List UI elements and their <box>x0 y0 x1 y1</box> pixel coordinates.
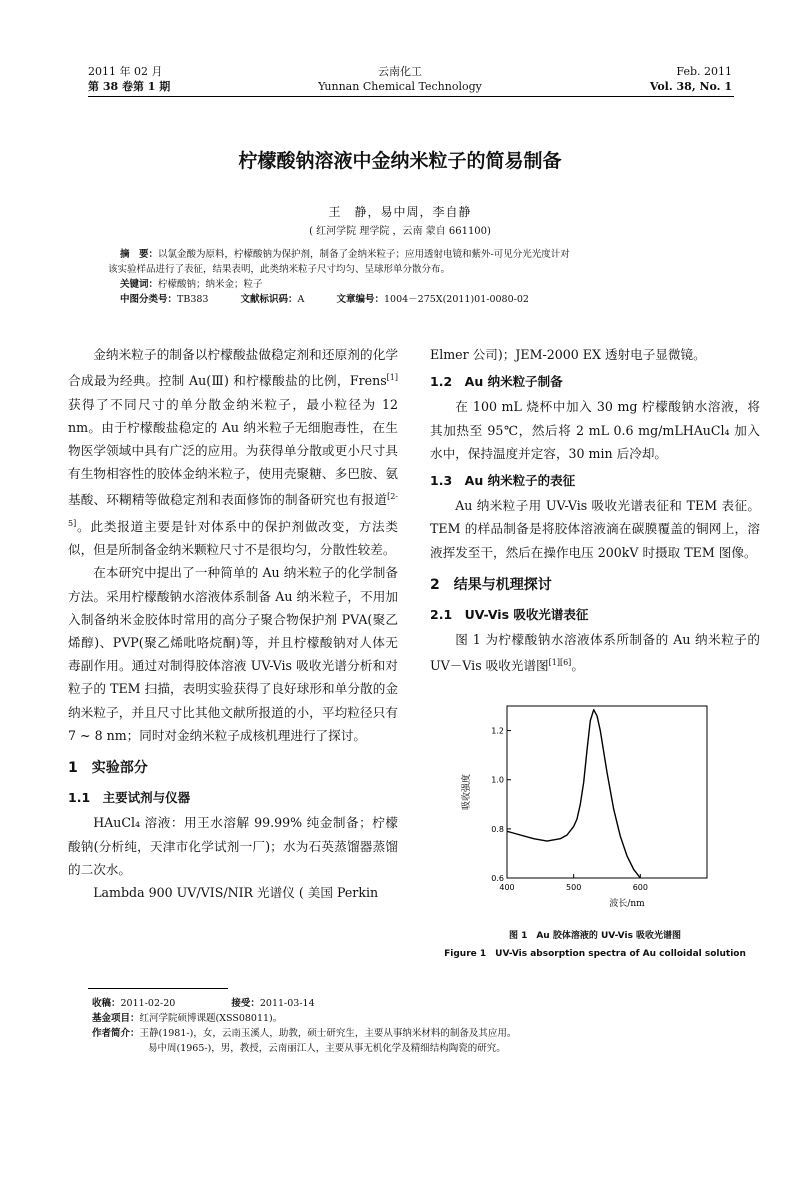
subsection-heading-1-1: 1.1 主要试剂与仪器 <box>68 790 191 806</box>
subsection-heading-1-3: 1.3 Au 纳米粒子的表征 <box>430 473 576 489</box>
article-number-label: 文章编号： <box>336 294 384 305</box>
abstract <box>108 247 710 307</box>
clc-number: TB383 <box>177 294 209 305</box>
spectrum-line <box>507 710 640 878</box>
uvvis-spectrum-svg <box>455 700 745 920</box>
paragraph-instruments: Lambda 900 UV/VIS/NIR 光谱仪 ( 美国 Perkin <box>93 885 379 901</box>
right-column <box>430 343 760 678</box>
volume-issue: 第 38 卷第 1 期 <box>88 80 171 93</box>
figure-1-chart <box>455 700 745 920</box>
paragraph-intro-1: 金纳米粒子的制备以柠檬酸盐做稳定剂和还原剂的化学合成最为经典。控制 Au(Ⅲ) 和柠檬酸盐的比例，Frens[1]获得了不同尺寸的单分散金纳米粒子，最小粒径为 12 nm。由于柠檬酸盐稳定的 Au 纳米粒子无细胞毒性，在生物医学领域中具有广泛的应用。为获得单分散或更小尺寸具有生物相容性的胶体金纳米粒子，使用壳聚糖、多巴胺、氨基酸、环糊精等做稳定剂和表面修饰的制备研究也有报道[2-5]。此类报道主要是针对体系中的保护剂做改变，方法类似，但是所制备金纳米颗粒尺寸不是很均匀，分散性较差。 <box>68 347 398 558</box>
y-tick-label: 0.8 <box>491 824 504 834</box>
figure-caption-cn: 图 1 Au 胶体溶液的 UV-Vis 吸收光谱图 <box>508 931 682 941</box>
y-axis-label: 吸收强度 <box>462 773 472 811</box>
footnote-bio-1: 作者简介：王静(1981-)，女，云南玉溪人，助教，硕士研究生，主要从事纳米材料的制备及其应用。 <box>92 1028 517 1039</box>
paragraph-preparation: 在 100 mL 烧杯中加入 30 mg 柠檬酸钠水溶液，将其加热至 95℃，然后将 2 mL 0.6 mg/mLHAuCl₄ 加入水中，保持温度并定容，30 min 后冷却。 <box>430 399 760 461</box>
x-axis-label: 波长/nm <box>609 899 645 909</box>
doc-code-label: 文献标识码： <box>240 294 298 305</box>
doc-code: A <box>297 294 305 305</box>
journal-name-en: Yunnan Chemical Technology <box>318 80 482 93</box>
received-date: 2011-02-20 <box>120 998 176 1009</box>
footnote-fund: 基金项目：红河学院硕博课题(XSS08011)。 <box>92 1013 283 1024</box>
x-tick-label: 400 <box>499 883 515 892</box>
author-list: 王 静，易中周，李自静 <box>328 205 472 219</box>
paragraph-characterization: Au 纳米粒子用 UV-Vis 吸收光谱表征和 TEM 表征。TEM 的样品制备是将胶体溶液滴在碳膜覆盖的铜网上，溶液挥发至干，然后在操作电压 200kV 时摄取 TEM 图像。 <box>430 498 760 560</box>
volume-issue-en: Vol. 38, No. 1 <box>649 80 732 93</box>
y-tick-label: 0.6 <box>491 874 504 883</box>
accepted-date: 2011-03-14 <box>259 998 315 1009</box>
affiliation: ( 红河学院 理学院 ，云南 蒙自 661100) <box>309 226 491 237</box>
paragraph-reagents: HAuCl₄ 溶液：用王水溶解 99.99% 纯金制备；柠檬酸钠(分析纯，天津市化学试剂一厂)；水为石英蒸馏器蒸馏的二次水。 <box>68 815 398 877</box>
x-tick-label: 600 <box>632 883 648 892</box>
keywords-label: 关键词： <box>120 279 159 290</box>
x-tick-label: 500 <box>566 883 582 892</box>
footnote-dates: 收稿：2011-02-20 接受：2011-03-14 <box>92 998 315 1009</box>
figure-caption-en: Figure 1 UV-Vis absorption spectra of Au colloidal solution <box>444 949 746 959</box>
keywords: 柠檬酸钠；纳米金；粒子 <box>158 279 263 290</box>
issue-date: 2011 年 02 月 <box>88 65 163 78</box>
paragraph-instruments-cont: Elmer 公司)；JEM-2000 EX 透射电子显微镜。 <box>430 347 706 362</box>
subsection-heading-2-1: 2.1 UV-Vis 吸收光谱表征 <box>430 607 589 623</box>
footnote-rule <box>88 988 228 989</box>
issue-date-en: Feb. 2011 <box>676 65 732 78</box>
y-tick-label: 1.0 <box>491 775 504 785</box>
paragraph-intro-2: 在本研究中提出了一种简单的 Au 纳米粒子的化学制备方法。采用柠檬酸钠水溶液体系制备 Au 纳米粒子，不用加入制备纳米金胶体时常用的高分子聚合物保护剂 PVA(聚乙烯醇)、PVP(聚乙烯吡咯烷酮)等，并且柠檬酸钠对人体无毒副作用。通过对制得胶体溶液 UV-Vis 吸收光谱分析和对粒子的 TEM 扫描，表明实验获得了良好球形和单分散的金纳米粒子，并且尺寸比其他文献所报道的小，平均粒径只有 7 ~ 8 nm；同时对金纳米粒子成核机理进行了探讨。 <box>68 565 398 743</box>
plot-frame <box>507 706 707 878</box>
paper-title: 柠檬酸钠溶液中金纳米粒子的简易制备 <box>238 150 562 172</box>
header-rule <box>88 96 734 97</box>
y-tick-label: 1.2 <box>491 726 504 736</box>
journal-name-cn: 云南化工 <box>378 65 422 78</box>
left-column <box>68 343 398 904</box>
footnote-bio-2: 易中周(1965-)，男，教授，云南丽江人，主要从事无机化学及精细结构陶瓷的研究。 <box>148 1043 506 1054</box>
section-heading-2: 2 结果与机理探讨 <box>430 576 552 593</box>
paragraph-uvvis: 图 1 为柠檬酸钠水溶液体系所制备的 Au 纳米粒子的 UV－Vis 吸收光谱图[1][6]。 <box>430 632 760 674</box>
running-header-right <box>650 64 732 94</box>
abstract-label: 摘 要： <box>120 249 159 260</box>
abstract-text-2: 该实验样品进行了表征，结果表明，此类纳米粒子尺寸均匀、呈球形单分散分布。 <box>108 264 451 275</box>
article-number: 1004－275X(2011)01-0080-02 <box>384 294 529 305</box>
clc-label: 中图分类号： <box>120 294 178 305</box>
abstract-text-1: 以氯金酸为原料，柠檬酸钠为保护剂，制备了金纳米粒子；应用透射电镜和紫外-可见分光光度计对 <box>158 249 570 260</box>
section-heading-1: 1 实验部分 <box>68 760 148 777</box>
subsection-heading-1-2: 1.2 Au 纳米粒子制备 <box>430 374 563 390</box>
